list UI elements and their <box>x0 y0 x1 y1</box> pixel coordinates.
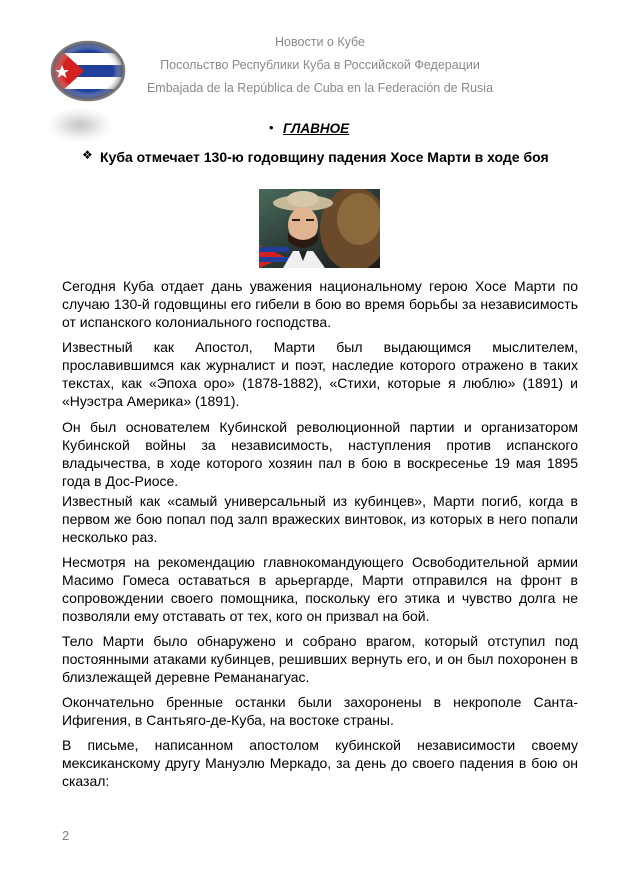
page-number: 2 <box>62 828 70 843</box>
article-paragraph: В письме, написанном апостолом кубинской независимости своему мексиканскому другу Мануэлю Меркадо, за день до своего падения в бою он сказал: <box>62 737 578 789</box>
header-embassy-ru: Посольство Республики Куба в Российской Федерации <box>160 58 480 72</box>
article-paragraph: Тело Марти было обнаружено и собрано врагом, который отступил под постоянными атаками кубинцев, решивших вернуть его, и он был похоронен в близлежащей деревне Ремананагуас. <box>62 633 578 685</box>
article-paragraph: Он был основателем Кубинской революционной партии и организатором Кубинской войны за независимость, наступления против испанского владычества, в ходе которого хозяин пал в бою в воскресенье 19 мая 1895 года в Дос-Риосе. <box>62 419 578 489</box>
article-paragraph: Окончательно бренные останки были захоронены в некрополе Санта-Ифигения, в Сантьяго-де-Куба, на востоке страны. <box>62 694 578 728</box>
article-photo <box>259 189 380 268</box>
article-paragraph: Сегодня Куба отдает дань уважения национальному герою Хосе Марти по случаю 130-й годовщины его гибели в бою во время борьбы за независимость от испанского колониального господства. <box>62 278 578 330</box>
header-embassy-es: Embajada de la República de Cuba en la Federación de Rusia <box>146 81 494 95</box>
article-paragraph: Несмотря на рекомендацию главнокомандующего Освободительной армии Масимо Гомеса оставаться в арьергарде, Марти отправился на фронт в сопровождении своего помощника, поскольку его этика и чувство долга не позволяли ему отставать от тех, кого он призвал на бой. <box>62 554 578 624</box>
article-paragraph: Известный как Апостол, Марти был выдающимся мыслителем, прославившимся как журналист и поэт, наследие которого отражено в таких текстах, как «Эпоха оро» (1878-1882), «Стихи, которые я люблю» (1891) и «Нуэстра Америка» (1891). <box>62 339 578 409</box>
article-paragraph: Известный как «самый универсальный из кубинцев», Марти погиб, когда в первом же бою попал под залп вражеских винтовок, из которых в него попали несколько раз. <box>62 493 578 545</box>
section-bullet: • <box>269 120 274 135</box>
header-title: Новости о Кубе <box>275 35 365 49</box>
article-headline: Куба отмечает 130-ю годовщину падения Хосе Марти в ходе боя <box>100 149 549 165</box>
diamond-bullet-icon: ❖ <box>82 148 93 162</box>
cuban-flag-icon <box>50 40 126 102</box>
logo-shadow <box>48 108 112 142</box>
section-title: ГЛАВНОЕ <box>283 121 350 136</box>
